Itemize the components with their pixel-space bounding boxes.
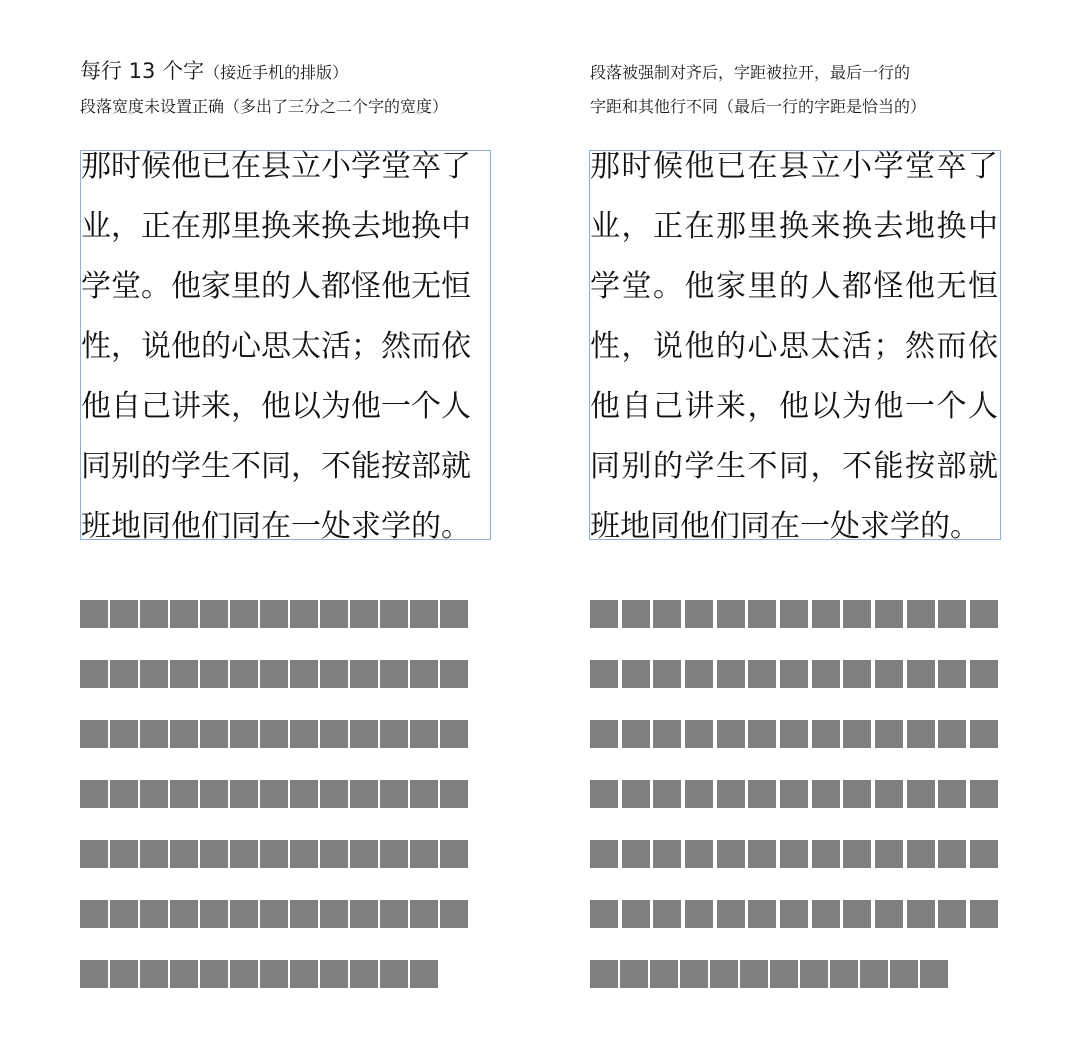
character-block — [290, 840, 318, 868]
character-block — [260, 660, 288, 688]
character-block — [80, 960, 108, 988]
character-block — [780, 660, 808, 688]
character-block — [110, 720, 138, 748]
character-block — [140, 600, 168, 628]
left-block-diagram — [80, 600, 480, 990]
character-block — [843, 600, 871, 628]
character-block — [653, 900, 681, 928]
character-block — [440, 840, 468, 868]
character-block — [230, 900, 258, 928]
character-block — [748, 900, 776, 928]
right-paragraph-line: 业，正在那里换来换去地换中 — [590, 209, 1000, 244]
character-block — [843, 780, 871, 808]
character-block — [380, 660, 408, 688]
character-block — [938, 660, 966, 688]
right-paragraph-line: 班地同他们同在一处求学的。 — [590, 509, 980, 544]
character-block — [843, 720, 871, 748]
left-subtitle: 段落宽度未设置正确（多出了三分之二个字的宽度） — [80, 97, 449, 116]
character-block — [653, 720, 681, 748]
character-block — [320, 720, 348, 748]
character-block — [970, 900, 998, 928]
character-block — [970, 600, 998, 628]
character-block — [170, 660, 198, 688]
character-block — [410, 720, 438, 748]
character-block — [710, 960, 738, 988]
character-block — [970, 840, 998, 868]
character-block — [620, 960, 648, 988]
character-block — [170, 840, 198, 868]
character-block — [290, 780, 318, 808]
character-block — [685, 900, 713, 928]
character-block — [140, 900, 168, 928]
character-block — [440, 780, 468, 808]
character-block — [170, 960, 198, 988]
character-block — [200, 600, 228, 628]
character-block — [970, 720, 998, 748]
character-block — [717, 900, 745, 928]
character-block — [410, 960, 438, 988]
character-block — [685, 780, 713, 808]
character-block — [140, 960, 168, 988]
character-block — [140, 660, 168, 688]
character-block — [920, 960, 948, 988]
character-block — [938, 900, 966, 928]
character-block — [875, 780, 903, 808]
right-paragraph-line: 那时候他已在县立小学堂卒了 — [590, 149, 1000, 184]
character-block — [590, 600, 618, 628]
left-paragraph-line: 学堂。他家里的人都怪他无恒 — [81, 269, 471, 304]
character-block — [717, 840, 745, 868]
right-caption-line1: 段落被强制对齐后，字距被拉开，最后一行的 — [590, 63, 911, 82]
character-block — [685, 660, 713, 688]
character-block — [812, 900, 840, 928]
character-block — [717, 720, 745, 748]
character-block — [80, 720, 108, 748]
character-block — [260, 900, 288, 928]
character-block — [938, 780, 966, 808]
character-block — [843, 840, 871, 868]
character-block — [110, 900, 138, 928]
character-block — [230, 960, 258, 988]
character-block — [350, 900, 378, 928]
character-block — [290, 960, 318, 988]
character-block — [440, 720, 468, 748]
character-block — [380, 720, 408, 748]
character-block — [380, 600, 408, 628]
character-block — [590, 840, 618, 868]
character-block — [907, 660, 935, 688]
character-block — [320, 840, 348, 868]
character-block — [170, 780, 198, 808]
character-block — [260, 780, 288, 808]
character-block — [907, 840, 935, 868]
character-block — [170, 900, 198, 928]
character-block — [590, 780, 618, 808]
character-block — [748, 660, 776, 688]
left-title-main: 每行 13 个字 — [80, 59, 205, 83]
character-block — [812, 720, 840, 748]
left-paragraph-line: 他自己讲来，他以为他一个人 — [81, 389, 471, 424]
character-block — [907, 600, 935, 628]
character-block — [140, 720, 168, 748]
character-block — [80, 660, 108, 688]
character-block — [410, 660, 438, 688]
character-block — [740, 960, 768, 988]
character-block — [970, 780, 998, 808]
character-block — [685, 720, 713, 748]
character-block — [230, 840, 258, 868]
character-block — [110, 840, 138, 868]
character-block — [770, 960, 798, 988]
character-block — [748, 780, 776, 808]
left-paragraph-line: 同别的学生不同，不能按部就 — [81, 449, 471, 484]
character-block — [650, 960, 678, 988]
character-block — [812, 840, 840, 868]
character-block — [350, 720, 378, 748]
character-block — [350, 960, 378, 988]
character-block — [260, 960, 288, 988]
character-block — [350, 660, 378, 688]
character-block — [380, 960, 408, 988]
left-caption — [80, 55, 348, 85]
character-block — [780, 720, 808, 748]
character-block — [110, 660, 138, 688]
character-block — [230, 600, 258, 628]
character-block — [780, 840, 808, 868]
character-block — [622, 900, 650, 928]
character-block — [748, 720, 776, 748]
character-block — [320, 900, 348, 928]
character-block — [350, 840, 378, 868]
character-block — [843, 660, 871, 688]
character-block — [80, 600, 108, 628]
character-block — [653, 600, 681, 628]
character-block — [780, 900, 808, 928]
character-block — [780, 600, 808, 628]
character-block — [410, 840, 438, 868]
character-block — [440, 900, 468, 928]
character-block — [290, 660, 318, 688]
character-block — [290, 720, 318, 748]
right-paragraph-line: 学堂。他家里的人都怪他无恒 — [590, 269, 1000, 304]
right-paragraph-line: 性，说他的心思太活；然而依 — [590, 329, 1000, 364]
character-block — [875, 720, 903, 748]
left-title-note: （接近手机的排版） — [204, 63, 349, 82]
character-block — [875, 900, 903, 928]
character-block — [890, 960, 918, 988]
character-block — [622, 780, 650, 808]
character-block — [80, 840, 108, 868]
character-block — [590, 720, 618, 748]
character-block — [812, 660, 840, 688]
character-block — [260, 840, 288, 868]
character-block — [907, 780, 935, 808]
character-block — [380, 840, 408, 868]
character-block — [200, 780, 228, 808]
character-block — [140, 780, 168, 808]
character-block — [380, 900, 408, 928]
character-block — [380, 780, 408, 808]
character-block — [320, 600, 348, 628]
character-block — [200, 660, 228, 688]
character-block — [860, 960, 888, 988]
character-block — [622, 600, 650, 628]
character-block — [748, 840, 776, 868]
character-block — [140, 840, 168, 868]
character-block — [875, 600, 903, 628]
character-block — [440, 600, 468, 628]
character-block — [260, 720, 288, 748]
left-paragraph-box — [80, 149, 491, 544]
character-block — [938, 840, 966, 868]
character-block — [410, 600, 438, 628]
character-block — [830, 960, 858, 988]
right-paragraph-line: 同别的学生不同，不能按部就 — [590, 449, 1000, 484]
character-block — [170, 720, 198, 748]
character-block — [748, 600, 776, 628]
left-paragraph-line: 那时候他已在县立小学堂卒了 — [81, 149, 471, 184]
character-block — [410, 900, 438, 928]
right-block-diagram — [590, 600, 1010, 990]
character-block — [110, 600, 138, 628]
character-block — [680, 960, 708, 988]
left-paragraph-line: 性，说他的心思太活；然而依 — [81, 329, 471, 364]
character-block — [320, 660, 348, 688]
character-block — [110, 780, 138, 808]
right-caption-line2: 字距和其他行不同（最后一行的字距是恰当的） — [590, 97, 927, 116]
character-block — [80, 780, 108, 808]
character-block — [290, 900, 318, 928]
character-block — [780, 780, 808, 808]
character-block — [685, 840, 713, 868]
character-block — [350, 780, 378, 808]
character-block — [938, 600, 966, 628]
character-block — [717, 600, 745, 628]
character-block — [590, 660, 618, 688]
character-block — [653, 840, 681, 868]
character-block — [80, 900, 108, 928]
character-block — [290, 600, 318, 628]
left-paragraph-line: 业，正在那里换来换去地换中 — [81, 209, 471, 244]
character-block — [843, 900, 871, 928]
character-block — [590, 900, 618, 928]
right-paragraph-line: 他自己讲来，他以为他一个人 — [590, 389, 1000, 424]
character-block — [653, 780, 681, 808]
character-block — [907, 900, 935, 928]
character-block — [410, 780, 438, 808]
character-block — [812, 780, 840, 808]
character-block — [685, 600, 713, 628]
character-block — [440, 660, 468, 688]
character-block — [230, 660, 258, 688]
left-paragraph-line: 班地同他们同在一处求学的。 — [81, 509, 471, 544]
character-block — [875, 840, 903, 868]
character-block — [230, 720, 258, 748]
character-block — [230, 780, 258, 808]
character-block — [800, 960, 828, 988]
right-paragraph-box — [589, 149, 1001, 544]
character-block — [590, 960, 618, 988]
character-block — [622, 840, 650, 868]
character-block — [200, 960, 228, 988]
character-block — [260, 600, 288, 628]
character-block — [622, 720, 650, 748]
character-block — [320, 960, 348, 988]
character-block — [970, 660, 998, 688]
character-block — [200, 900, 228, 928]
character-block — [200, 720, 228, 748]
character-block — [717, 660, 745, 688]
character-block — [812, 600, 840, 628]
character-block — [717, 780, 745, 808]
character-block — [350, 600, 378, 628]
character-block — [907, 720, 935, 748]
character-block — [320, 780, 348, 808]
character-block — [170, 600, 198, 628]
character-block — [200, 840, 228, 868]
character-block — [622, 660, 650, 688]
character-block — [653, 660, 681, 688]
character-block — [110, 960, 138, 988]
character-block — [938, 720, 966, 748]
character-block — [875, 660, 903, 688]
